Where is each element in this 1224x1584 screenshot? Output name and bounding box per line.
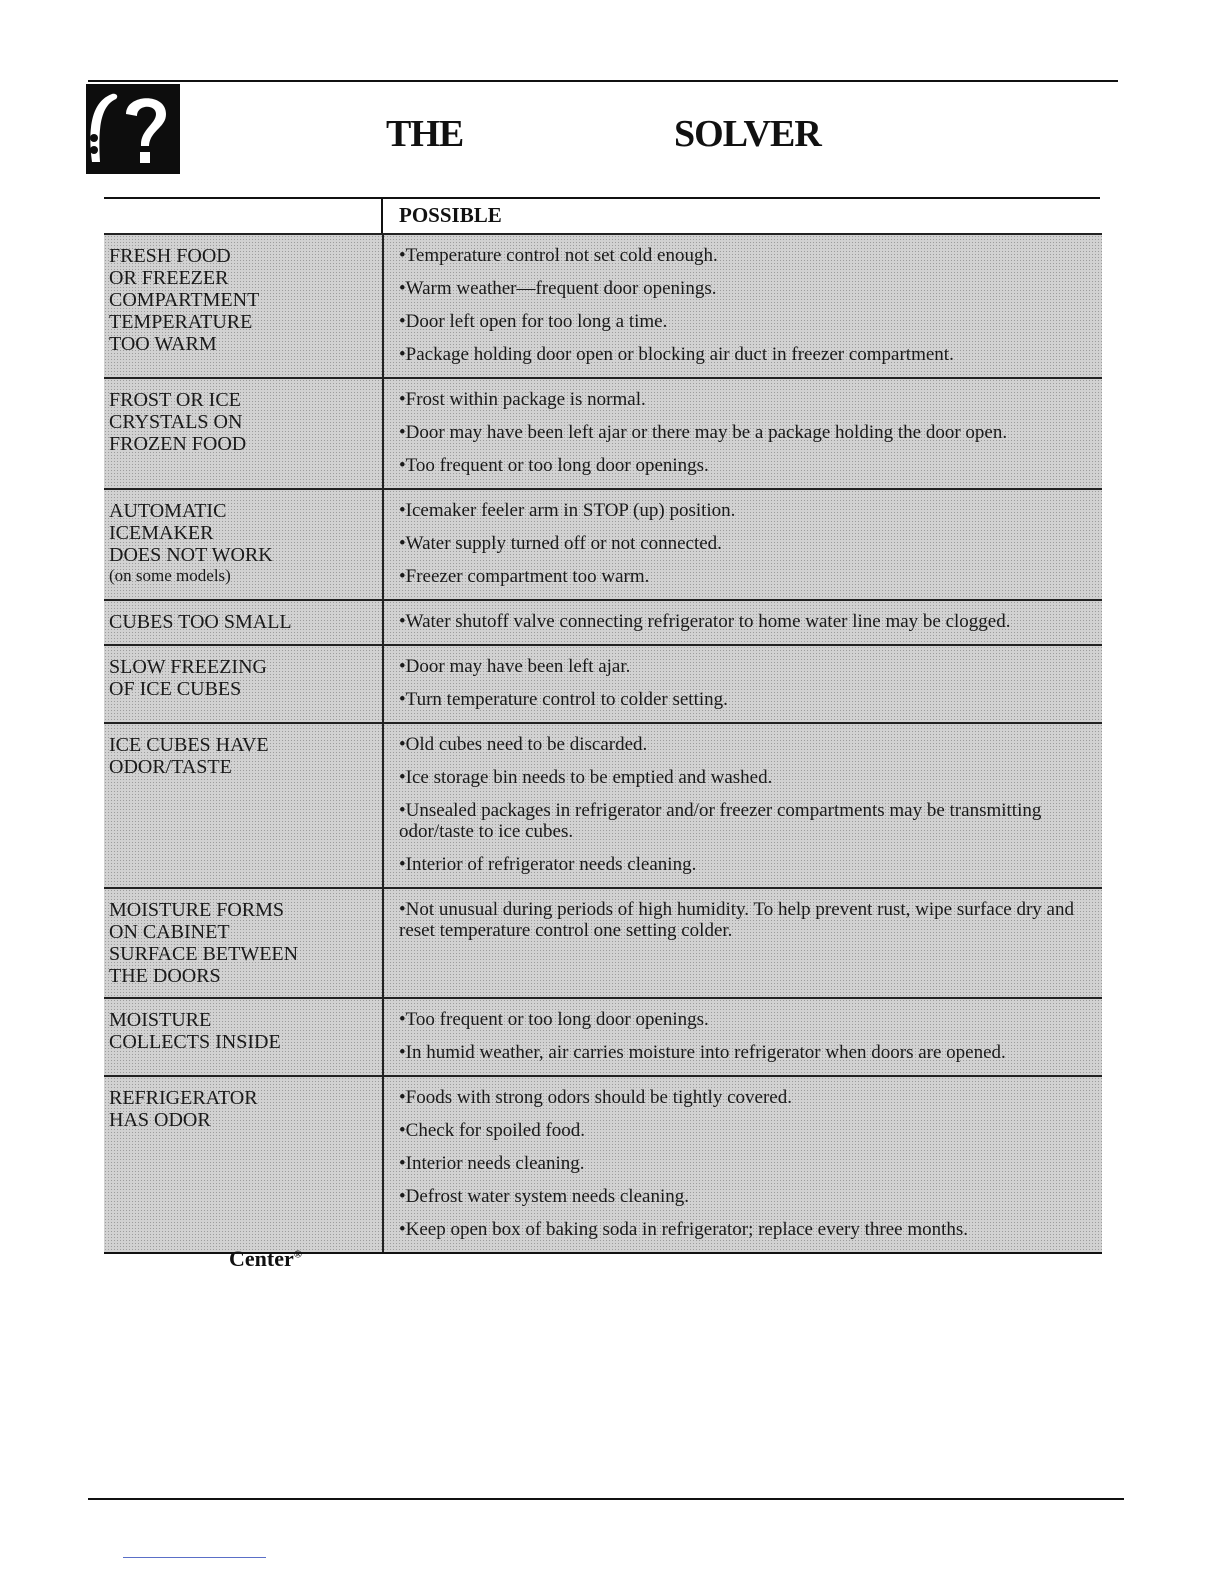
problem-text <box>109 245 259 355</box>
causes-cell <box>384 1077 1102 1252</box>
table-row <box>104 722 1102 887</box>
center-label-text: Center <box>229 1246 294 1271</box>
problem-line: SLOW FREEZING <box>109 656 267 678</box>
troubleshooting-table <box>104 233 1102 1254</box>
causes-cell <box>384 235 1102 377</box>
causes-cell <box>384 724 1102 887</box>
problem-line: COLLECTS INSIDE <box>109 1031 281 1053</box>
header-column-divider <box>381 199 383 234</box>
problem-text <box>109 1087 258 1131</box>
cause-item: • Temperature control not set cold enough. <box>399 241 1094 274</box>
problem-line: REFRIGERATOR <box>109 1087 258 1109</box>
problem-text <box>109 734 269 778</box>
table-row <box>104 233 1102 377</box>
column-divider <box>382 601 384 644</box>
problem-text <box>109 611 292 633</box>
cause-item: • Door may have been left ajar. <box>399 652 1094 685</box>
problem-text <box>109 656 267 700</box>
top-rule <box>88 80 1118 82</box>
problem-line: FROST OR ICE <box>109 389 241 411</box>
problem-line: COMPARTMENT <box>109 289 260 311</box>
problem-line: MOISTURE FORMS <box>109 899 285 921</box>
footer-link-underline <box>123 1557 266 1558</box>
problem-line: ODOR/TASTE <box>109 756 232 778</box>
cause-item: • Freezer compartment too warm. <box>399 562 1094 595</box>
cause-item: • Warm weather—frequent door openings. <box>399 274 1094 307</box>
column-header-possible: POSSIBLE <box>399 203 502 227</box>
column-divider <box>382 999 384 1075</box>
cause-item: • Turn temperature control to colder setting. <box>399 685 1094 718</box>
problem-cell <box>104 379 382 488</box>
problem-line: CRYSTALS ON <box>109 411 243 433</box>
table-row <box>104 997 1102 1075</box>
center-label <box>229 1246 302 1272</box>
column-divider <box>382 379 384 488</box>
problem-cell <box>104 235 382 377</box>
problem-line: OF ICE CUBES <box>109 678 242 700</box>
cause-item: • In humid weather, air carries moisture into refrigerator when doors are opened. <box>399 1038 1094 1071</box>
problem-line: OR FREEZER <box>109 267 229 289</box>
problem-line: FROZEN FOOD <box>109 433 247 455</box>
cause-item: • Water supply turned off or not connected. <box>399 529 1094 562</box>
column-divider <box>382 646 384 722</box>
cause-item: • Keep open box of baking soda in refrigerator; replace every three months. <box>399 1215 1094 1248</box>
cause-item: • Not unusual during periods of high humidity. To help prevent rust, wipe surface dry and reset temperature control one setting colder. <box>399 895 1094 949</box>
cause-item: • Unsealed packages in refrigerator and/or freezer compartments may be transmitting odor/taste to ice cubes. <box>399 796 1094 850</box>
table-row <box>104 887 1102 997</box>
column-divider <box>382 889 384 997</box>
cause-item: • Door may have been left ajar or there may be a package holding the door open. <box>399 418 1094 451</box>
problem-line: AUTOMATIC <box>109 500 227 522</box>
problem-line: ON CABINET <box>109 921 230 943</box>
cause-item: • Door left open for too long a time. <box>399 307 1094 340</box>
bottom-rule <box>88 1498 1124 1500</box>
column-divider <box>382 724 384 887</box>
problem-cell <box>104 646 382 722</box>
table-row <box>104 1075 1102 1254</box>
problem-line: CUBES TOO SMALL <box>109 611 292 633</box>
problem-line: THE DOORS <box>109 965 221 987</box>
registered-mark: ® <box>293 1248 302 1261</box>
cause-item: • Too frequent or too long door openings. <box>399 1005 1094 1038</box>
table-row <box>104 599 1102 644</box>
cause-item: • Ice storage bin needs to be emptied and washed. <box>399 763 1094 796</box>
page-title-right: SOLVER <box>674 113 821 155</box>
table-top-rule <box>104 197 1100 199</box>
problem-line: FRESH FOOD <box>109 245 231 267</box>
causes-cell <box>384 646 1102 722</box>
causes-cell <box>384 601 1102 644</box>
problem-line: DOES NOT WORK <box>109 544 273 566</box>
cause-item: • Water shutoff valve connecting refrigerator to home water line may be clogged. <box>399 607 1094 640</box>
causes-cell <box>384 889 1102 953</box>
problem-text <box>109 1009 281 1053</box>
cause-item: • Package holding door open or blocking air duct in freezer compartment. <box>399 340 1094 373</box>
cause-item: • Frost within package is normal. <box>399 385 1094 418</box>
cause-item: • Interior needs cleaning. <box>399 1149 1094 1182</box>
table-row <box>104 488 1102 599</box>
cause-item: • Interior of refrigerator needs cleaning. <box>399 850 1094 883</box>
cause-item: • Too frequent or too long door openings. <box>399 451 1094 484</box>
problem-line: ICE CUBES HAVE <box>109 734 269 756</box>
column-divider <box>382 490 384 599</box>
question-mark-icon <box>86 84 180 174</box>
table-row <box>104 377 1102 488</box>
problem-text <box>109 899 298 987</box>
problem-text <box>109 500 273 585</box>
problem-cell <box>104 490 382 599</box>
problem-note: (on some models) <box>109 566 231 585</box>
problem-cell <box>104 724 382 887</box>
problem-text <box>109 389 246 455</box>
problem-line: TOO WARM <box>109 333 217 355</box>
problem-line: ICEMAKER <box>109 522 214 544</box>
problem-line: TEMPERATURE <box>109 311 253 333</box>
problem-line: HAS ODOR <box>109 1109 211 1131</box>
column-divider <box>382 1077 384 1252</box>
problem-cell <box>104 889 382 997</box>
table-row <box>104 644 1102 722</box>
problem-cell <box>104 601 382 644</box>
cause-item: • Defrost water system needs cleaning. <box>399 1182 1094 1215</box>
problem-line: MOISTURE <box>109 1009 212 1031</box>
column-divider <box>382 235 384 377</box>
problem-line: SURFACE BETWEEN <box>109 943 299 965</box>
cause-item: • Foods with strong odors should be tightly covered. <box>399 1083 1094 1116</box>
causes-cell <box>384 999 1102 1075</box>
causes-cell <box>384 490 1102 599</box>
problem-cell <box>104 999 382 1075</box>
page-title-left: THE <box>386 113 464 155</box>
causes-cell <box>384 379 1102 488</box>
cause-item: • Check for spoiled food. <box>399 1116 1094 1149</box>
problem-cell <box>104 1077 382 1252</box>
cause-item: • Icemaker feeler arm in STOP (up) position. <box>399 496 1094 529</box>
cause-item: • Old cubes need to be discarded. <box>399 730 1094 763</box>
